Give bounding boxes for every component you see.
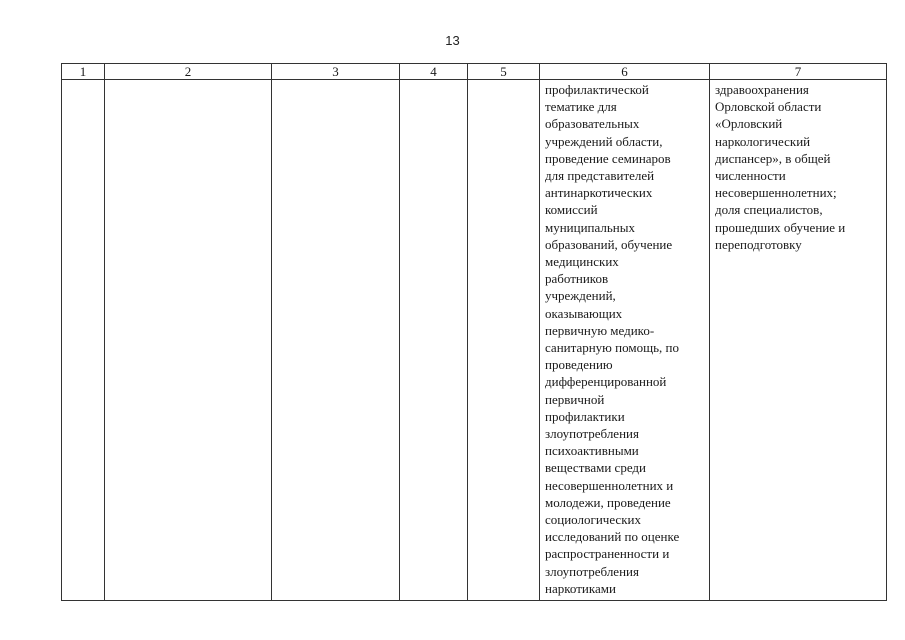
column-header-5: 5: [468, 64, 540, 80]
table-cell-5: [468, 80, 540, 601]
cell-text-4: [400, 80, 467, 81]
cell-text-3: [272, 80, 399, 81]
page-number: 13: [445, 33, 460, 48]
table-cell-2: [105, 80, 272, 601]
cell-text-7: здравоохранения Орловской области «Орловский наркологический диспансер», в общей численности несовершеннолетних; доля специалистов, прошедших обучение и переподготовку: [715, 82, 846, 252]
column-header-6: 6: [540, 64, 710, 80]
cell-text-1: [62, 80, 104, 81]
table-cell-3: [272, 80, 400, 601]
cell-text-5: [468, 80, 539, 81]
column-header-1: 1: [62, 64, 105, 80]
table-cell-7: [710, 80, 887, 601]
cell-text-6: профилактической тематике для образовательных учреждений области, проведение семинаров для представителей антинаркотических комиссий муниципальных образований, обучение медицинских работников учреждений, оказывающих первичную медико- санитарную помощь, по проведению дифференцированной первичной профилактики злоупотребления психоактивными веществами среди несовершеннолетних и молодежи, проведение социологических исследований по оценке распространенности и злоупотребления наркотиками: [545, 82, 680, 596]
column-header-4: 4: [400, 64, 468, 80]
header-row: [62, 64, 887, 80]
column-header-2: 2: [105, 64, 272, 80]
table-cell-4: [400, 80, 468, 601]
column-header-7: 7: [710, 64, 887, 80]
document-table: [61, 63, 887, 601]
table-row: [62, 80, 887, 601]
column-header-3: 3: [272, 64, 400, 80]
table-cell-6: [540, 80, 710, 601]
cell-text-2: [105, 80, 271, 81]
table-cell-1: [62, 80, 105, 601]
